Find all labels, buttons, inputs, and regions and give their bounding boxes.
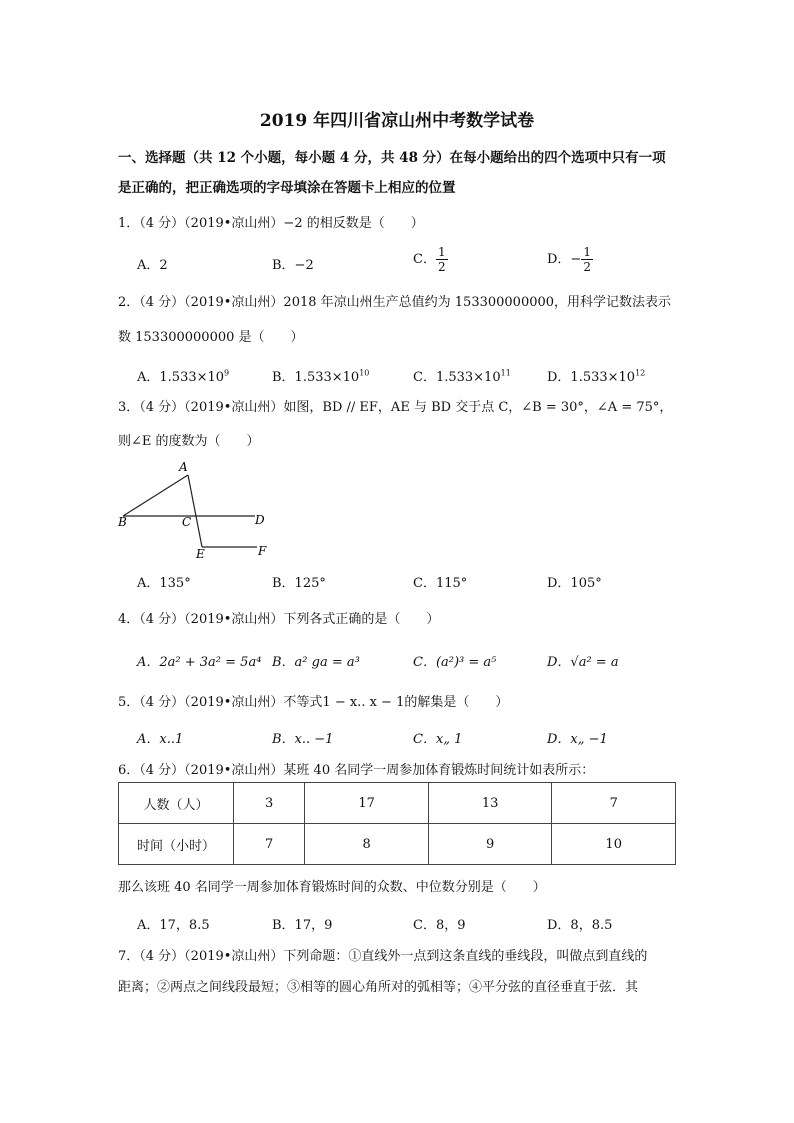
table-row (119, 824, 676, 865)
label-e: E (196, 547, 205, 561)
section-heading-line1: 一、选择题（共 12 个小题，每小题 4 分，共 48 分）在每小题给出的四个选项中只有一项 (118, 150, 666, 166)
q5-option-a: A．x..1 (137, 732, 184, 747)
section-heading-line2: 是正确的，把正确选项的字母填涂在答题卡上相应的位置 (118, 180, 456, 196)
fraction: $\frac{1}{2}$ (437, 245, 446, 274)
q1-option-d-label: D．− (547, 252, 582, 267)
table-cell: 3 (234, 783, 305, 824)
table-cell: 13 (428, 783, 552, 824)
question-2-line1: 2．（4 分）（2019•凉山州）2018 年凉山州生产总值约为 153300000000，用科学记数法表示 (118, 295, 672, 310)
q5-option-b: B．x.. −1 (272, 732, 334, 747)
label-a: A (179, 460, 188, 474)
fraction: $\frac{1}{2}$ (583, 245, 591, 274)
table-row (119, 783, 676, 824)
label-f: F (258, 544, 267, 558)
q6-option-b: B．17，9 (272, 918, 333, 933)
table-cell: 时间（小时） (119, 824, 234, 865)
table-cell: 7 (234, 824, 305, 865)
table-cell: 10 (552, 824, 676, 865)
table-cell: 7 (552, 783, 676, 824)
segment-ae (188, 475, 202, 547)
q6-option-c: C．8，9 (413, 918, 466, 933)
q1-option-b: B．−2 (272, 258, 314, 273)
q4-option-a: A．2a² + 3a² = 5a⁴ (137, 655, 262, 670)
question-6-followup: 那么该班 40 名同学一周参加体育锻炼时间的众数、中位数分别是（ ） (118, 880, 546, 895)
question-3-line2: 则∠E 的度数为（ ） (118, 434, 260, 449)
q3-option-d: D．105° (547, 576, 602, 591)
table-cell: 8 (305, 824, 429, 865)
table-cell: 17 (305, 783, 429, 824)
q4-option-d: D．√a² = a (547, 655, 619, 670)
q1-option-c-label: C． (413, 252, 436, 267)
question-7-line1: 7．（4 分）（2019•凉山州）下列命题：①直线外一点到这条直线的垂线段，叫做点到直线的 (118, 949, 648, 964)
q3-option-c: C．115° (413, 576, 468, 591)
q1-option-c (413, 246, 448, 273)
question-2-line2: 数 153300000000 是（ ） (118, 330, 304, 345)
question-4-stem: 4．（4 分）（2019•凉山州）下列各式正确的是（ ） (118, 612, 440, 627)
question-7-line2: 距离；②两点之间线段最短；③相等的圆心角所对的弧相等；④平分弦的直径垂直于弦．其 (118, 980, 639, 995)
table-cell: 人数（人） (119, 783, 234, 824)
q2-option-a: A．$1.533\times 10^9$ (137, 368, 230, 385)
q5-option-d: D．x„ −1 (547, 732, 608, 747)
question-5-stem: 5．（4 分）（2019•凉山州）不等式1 − x.. x − 1的解集是（ ） (118, 695, 509, 710)
label-d: D (255, 513, 265, 527)
stats-table (118, 782, 676, 865)
geometry-figure (112, 455, 282, 565)
q4-option-c: C．(a²)³ = a⁵ (413, 655, 497, 670)
q4-option-b: B．a² ga = a³ (272, 655, 360, 670)
question-6-stem: 6．（4 分）（2019•凉山州）某班 40 名同学一周参加体育锻炼时间统计如表所示： (118, 763, 595, 778)
label-c: C (182, 515, 192, 529)
q3-option-b: B．125° (272, 576, 326, 591)
q2-option-b: B．$1.533\times 10^{10}$ (272, 368, 370, 385)
q1-option-a: A．2 (137, 258, 168, 273)
q6-option-d: D．8，8.5 (547, 918, 613, 933)
label-b: B (118, 515, 127, 529)
question-1-stem: 1．（4 分）（2019•凉山州）−2 的相反数是（ ） (118, 216, 424, 231)
question-3-line1: 3．（4 分）（2019•凉山州）如图，BD // EF，AE 与 BD 交于点 C，∠B = 30°，∠A = 75°， (118, 400, 673, 415)
q6-option-a: A．17，8.5 (137, 918, 210, 933)
segment-ab (123, 475, 188, 516)
q5-option-c: C．x„ 1 (413, 732, 463, 747)
q1-option-d (547, 246, 593, 273)
q2-option-c: C．$1.533\times 10^{11}$ (413, 368, 511, 385)
q2-option-d: D．$1.533\times 10^{12}$ (547, 368, 646, 385)
page-title: 2019 年四川省凉山州中考数学试卷 (259, 111, 535, 131)
q3-option-a: A．135° (137, 576, 191, 591)
table-cell: 9 (428, 824, 552, 865)
